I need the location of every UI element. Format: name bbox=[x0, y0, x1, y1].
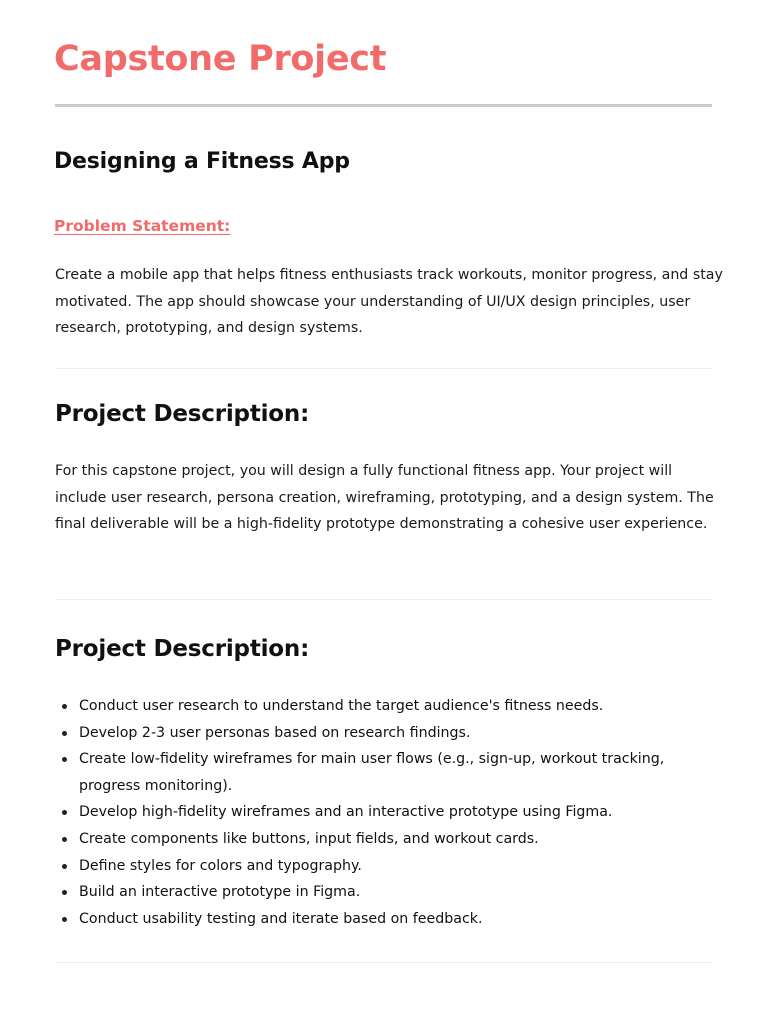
list-item bbox=[59, 826, 699, 853]
list-item-text: Conduct user research to understand the target audience's fitness needs. bbox=[79, 698, 604, 714]
list-item bbox=[59, 720, 699, 747]
bullet-icon bbox=[62, 917, 67, 922]
task-list bbox=[59, 693, 699, 932]
list-item-text: Define styles for colors and typography. bbox=[79, 857, 362, 874]
list-item-text: Create low-fidelity wireframes for main user flows (e.g., sign-up, workout tracking, progress monitoring). bbox=[79, 751, 665, 794]
description-heading: Project Description: bbox=[55, 401, 310, 427]
bullet-icon bbox=[62, 757, 67, 762]
list-item bbox=[59, 746, 699, 799]
problem-statement-text: Create a mobile app that helps fitness enthusiasts track workouts, monitor progress, and stay motivated. The app should showcase your understanding of UI/UX design principles, user research, prototyping, and design systems. bbox=[55, 267, 723, 337]
list-item-text: Develop high-fidelity wireframes and an interactive prototype using Figma. bbox=[79, 804, 613, 821]
list-item bbox=[59, 799, 699, 826]
list-item bbox=[59, 879, 699, 906]
title-divider bbox=[55, 104, 712, 107]
list-item bbox=[59, 693, 699, 720]
section-divider bbox=[55, 368, 712, 369]
problem-statement-label: Problem Statement: bbox=[54, 217, 231, 235]
bullet-icon bbox=[62, 704, 67, 709]
bullet-icon bbox=[62, 864, 67, 869]
list-item bbox=[59, 853, 699, 880]
page-title: Capstone Project bbox=[54, 39, 387, 79]
list-item-text: Develop 2-3 user personas based on research findings. bbox=[79, 724, 471, 741]
list-item bbox=[59, 906, 699, 933]
section-divider bbox=[55, 599, 712, 600]
list-item-text: Conduct usability testing and iterate based on feedback. bbox=[79, 910, 483, 927]
tasks-heading: Project Description: bbox=[55, 636, 310, 662]
list-item-text: Build an interactive prototype in Figma. bbox=[79, 884, 361, 901]
bullet-icon bbox=[62, 837, 67, 842]
project-subtitle: Designing a Fitness App bbox=[54, 149, 350, 174]
bullet-icon bbox=[62, 810, 67, 815]
bullet-icon bbox=[62, 731, 67, 736]
section-divider bbox=[55, 962, 712, 963]
description-text: For this capstone project, you will design a fully functional fitness app. Your project will include user research, persona creation, wireframing, prototyping, and a design system. The final deliverable will be a high-fidelity prototype demonstrating a cohesive user experience. bbox=[55, 463, 714, 533]
list-item-text: Create components like buttons, input fields, and workout cards. bbox=[79, 830, 539, 847]
bullet-icon bbox=[62, 890, 67, 895]
